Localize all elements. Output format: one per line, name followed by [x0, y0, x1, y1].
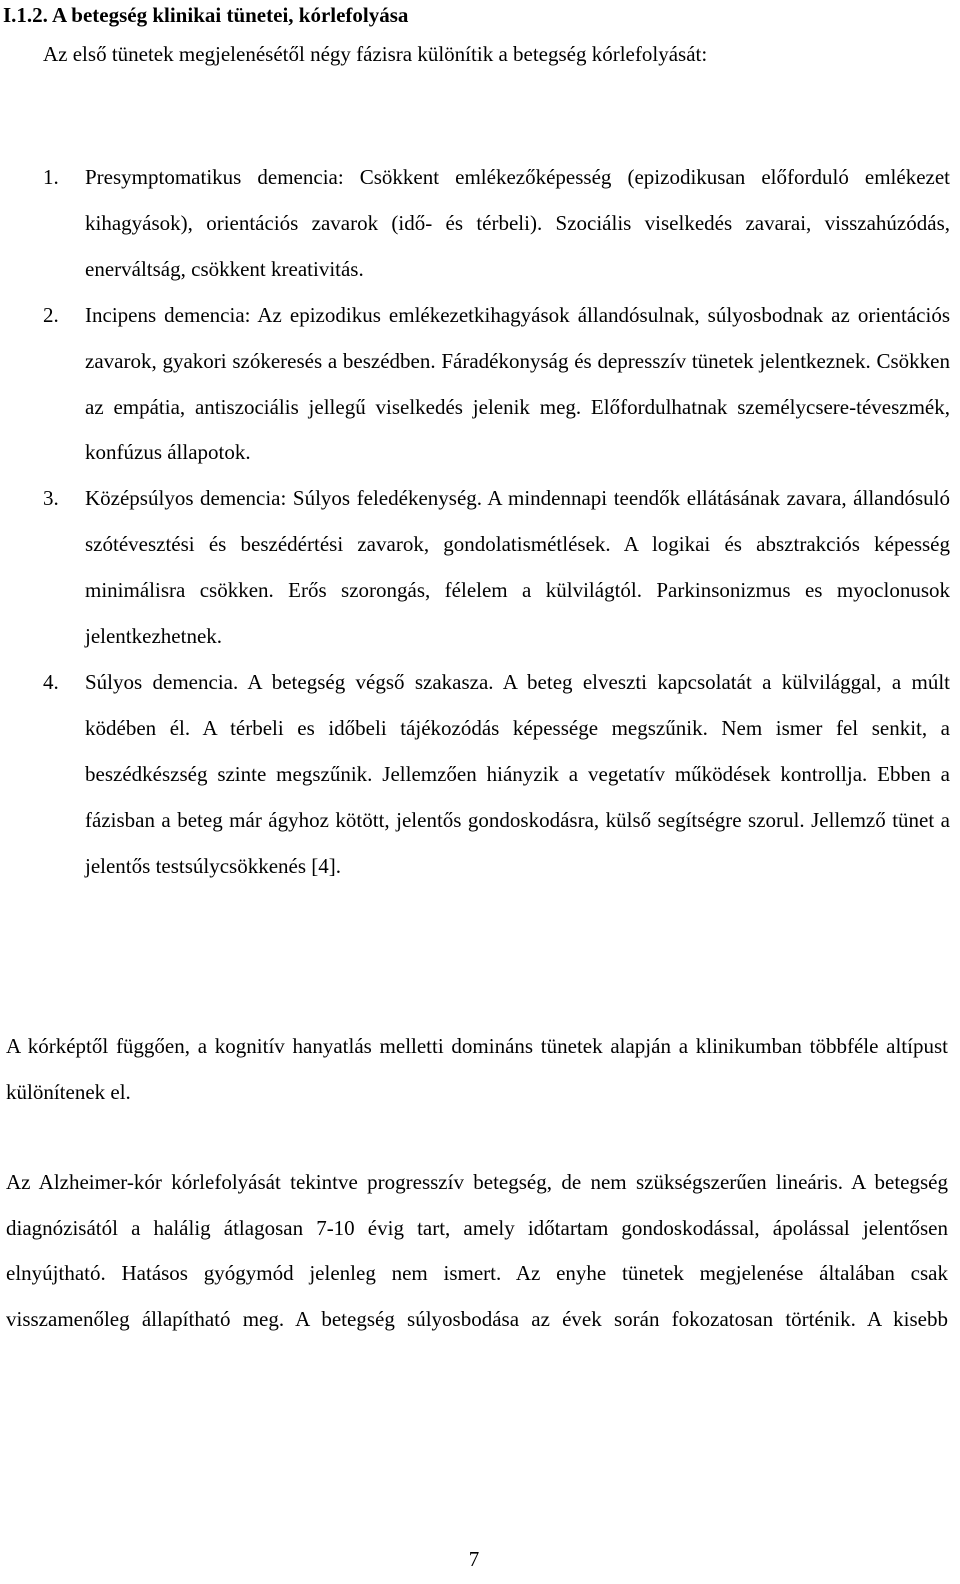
section-heading: I.1.2. A betegség klinikai tünetei, kórlefolyása — [3, 3, 409, 27]
list-item — [0, 660, 960, 890]
subtype-paragraph: A kórképtől függően, a kognitív hanyatlás melletti domináns tünetek alapján a klinikumban többféle altípust különítenek el. — [6, 1034, 948, 1104]
list-item-text: Középsúlyos demencia: Súlyos feledékenység. A mindennapi teendők ellátásának zavara, állandósuló szótévesztési és beszédértési zavarok, gondolatismétlések. A logikai és absztrakciós képesség minimálisra csökken. Erős szorongás, félelem a külvilágtól. Parkinsonizmus es myoclonusok jelentkezhetnek. — [85, 486, 950, 649]
list-item-text: Incipens demencia: Az epizodikus emlékezetkihagyások állandósulnak, súlyosbodnak az orientációs zavarok, gyakori szókeresés a beszédben. Fáradékonyság és depresszív tünetek jelentkeznek. Csökken az empátia, antiszociális jellegű viselkedés jelenik meg. Előfordulhatnak személycsere-téveszmék, konfúzus állapotok. — [85, 302, 950, 465]
intro-sentence: Az első tünetek megjelenésétől négy fázisra különítik a betegség kórlefolyását: — [43, 42, 708, 66]
list-item — [0, 155, 960, 293]
list-item-number: 1. — [43, 165, 59, 189]
progression-paragraph: Az Alzheimer-kór kórlefolyását tekintve progresszív betegség, de nem szükségszerűen lineáris. A betegség diagnózisától a halálig átlagosan 7-10 évig tart, amely időtartam gondoskodással, ápolással jelentősen elnyújtható. Hatásos gyógymód jelenleg nem ismert. Az enyhe tünetek megjelenése általában csak visszamenőleg állapítható meg. A betegség súlyosbodása az évek során fokozatosan történik. A kisebb — [6, 1170, 948, 1331]
phase-list — [0, 155, 960, 890]
list-item-number: 2. — [43, 302, 59, 327]
list-item-number: 4. — [43, 669, 59, 694]
page-number: 7 — [468, 1547, 480, 1571]
list-item-text: Presymptomatikus demencia: Csökkent emlékezőképesség (epizodikusan előforduló emlékezet kihagyások), orientációs zavarok (idő- és térbeli). Szociális viselkedés zavarai, visszahúzódás, enerváltság, csökkent kreativitás. — [85, 165, 950, 281]
list-item-text: Súlyos demencia. A betegség végső szakasza. A beteg elveszti kapcsolatát a külvilággal, a múlt ködében él. A térbeli es időbeli tájékozódás képessége megszűnik. Nem ismer fel senkit, a beszédkészség szinte megszűnik. Jellemzően hiányzik a vegetatív működések kontrollja. Ebben a fázisban a beteg már ágyhoz kötött, jelentős gondoskodásra, külső segítségre szorul. Jellemző tünet a jelentős testsúlycsökkenés [4]. — [85, 669, 950, 878]
list-item — [0, 293, 960, 477]
list-item — [0, 476, 960, 660]
list-item-number: 3. — [43, 486, 59, 511]
